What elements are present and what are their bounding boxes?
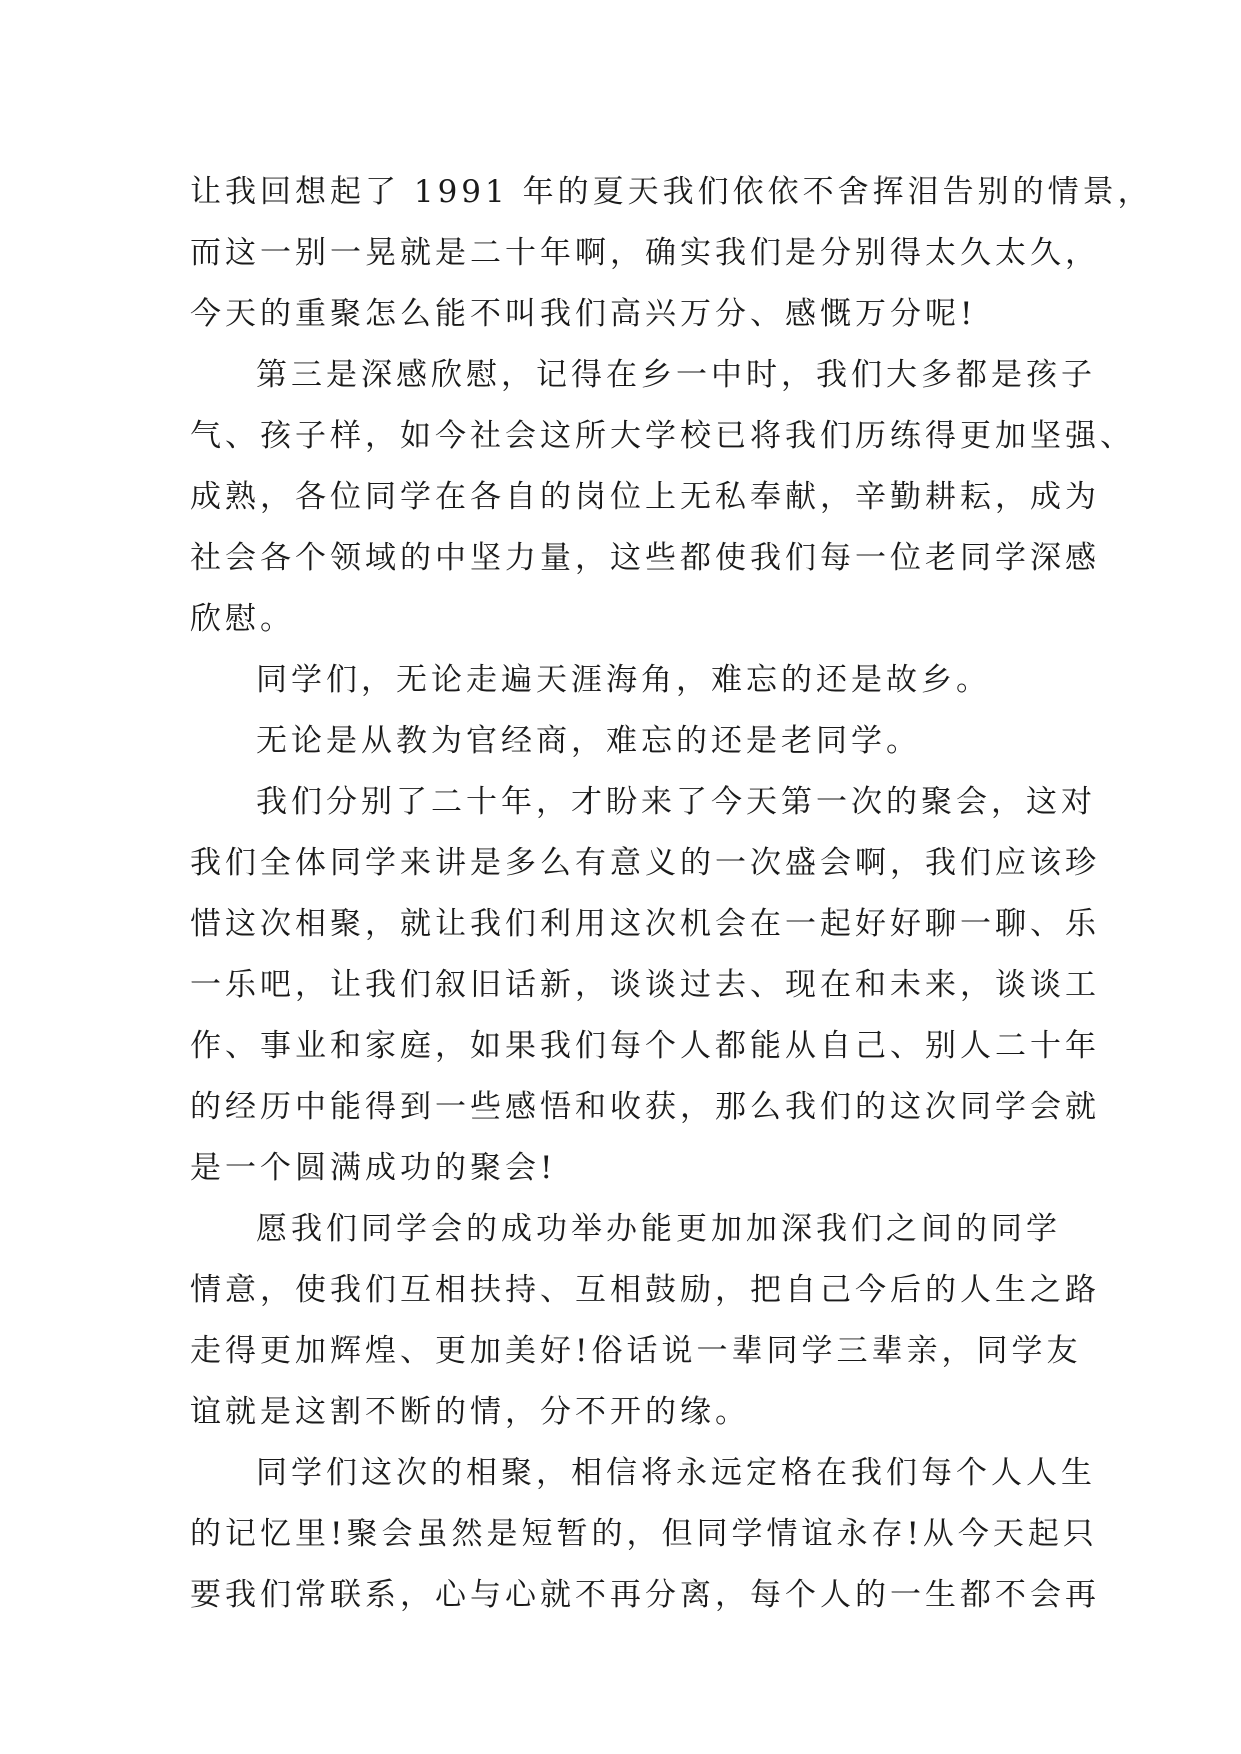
text-line-6: 成熟，各位同学在各自的岗位上无私奉献，辛勤耕耘，成为 — [190, 479, 1100, 515]
paragraph-start-line: 愿我们同学会的成功举办能更加加深我们之间的同学 — [256, 1211, 1061, 1247]
text-line-7: 社会各个领域的中坚力量，这些都使我们每一位老同学深感 — [190, 540, 1100, 576]
text-line-21: 谊就是这割不断的情，分不开的缘。 — [190, 1394, 750, 1430]
text-line-24: 要我们常联系，心与心就不再分离，每个人的一生都不会再 — [190, 1577, 1100, 1613]
text-line-3: 今天的重聚怎么能不叫我们高兴万分、感慨万分呢! — [190, 296, 977, 332]
text-line-5: 气、孩子样，如今社会这所大学校已将我们历练得更加坚强、 — [190, 418, 1135, 454]
text-line-13: 惜这次相聚，就让我们利用这次机会在一起好好聊一聊、乐 — [190, 906, 1100, 942]
body-text — [190, 162, 1153, 1626]
paragraph-start-line: 无论是从教为官经商，难忘的还是老同学。 — [256, 723, 921, 759]
text-line-8: 欣慰。 — [190, 601, 295, 637]
text-line-16: 的经历中能得到一些感悟和收获，那么我们的这次同学会就 — [190, 1089, 1100, 1125]
text-line-12: 我们全体同学来讲是多么有意义的一次盛会啊，我们应该珍 — [190, 845, 1100, 881]
text-line-17: 是一个圆满成功的聚会! — [190, 1150, 557, 1186]
paragraph-start-line: 同学们这次的相聚，相信将永远定格在我们每个人人生 — [256, 1455, 1096, 1491]
text-line-19: 情意，使我们互相扶持、互相鼓励，把自己今后的人生之路 — [190, 1272, 1100, 1308]
text-line-14: 一乐吧，让我们叙旧话新，谈谈过去、现在和未来，谈谈工 — [190, 967, 1100, 1003]
paragraph-start-line: 第三是深感欣慰，记得在乡一中时，我们大多都是孩子 — [256, 357, 1096, 393]
text-line-2: 而这一别一晃就是二十年啊，确实我们是分别得太久太久， — [190, 235, 1100, 271]
text-line-20: 走得更加辉煌、更加美好!俗话说一辈同学三辈亲，同学友 — [190, 1333, 1082, 1369]
paragraph-start-line: 同学们，无论走遍天涯海角，难忘的还是故乡。 — [256, 662, 991, 698]
text-line-1: 让我回想起了 1991 年的夏天我们依依不舍挥泪告别的情景， — [190, 174, 1153, 210]
text-line-15: 作、事业和家庭，如果我们每个人都能从自己、别人二十年 — [190, 1028, 1100, 1064]
paragraph-start-line: 我们分别了二十年，才盼来了今天第一次的聚会，这对 — [256, 784, 1096, 820]
text-line-23: 的记忆里!聚会虽然是短暂的，但同学情谊永存!从今天起只 — [190, 1516, 1098, 1552]
